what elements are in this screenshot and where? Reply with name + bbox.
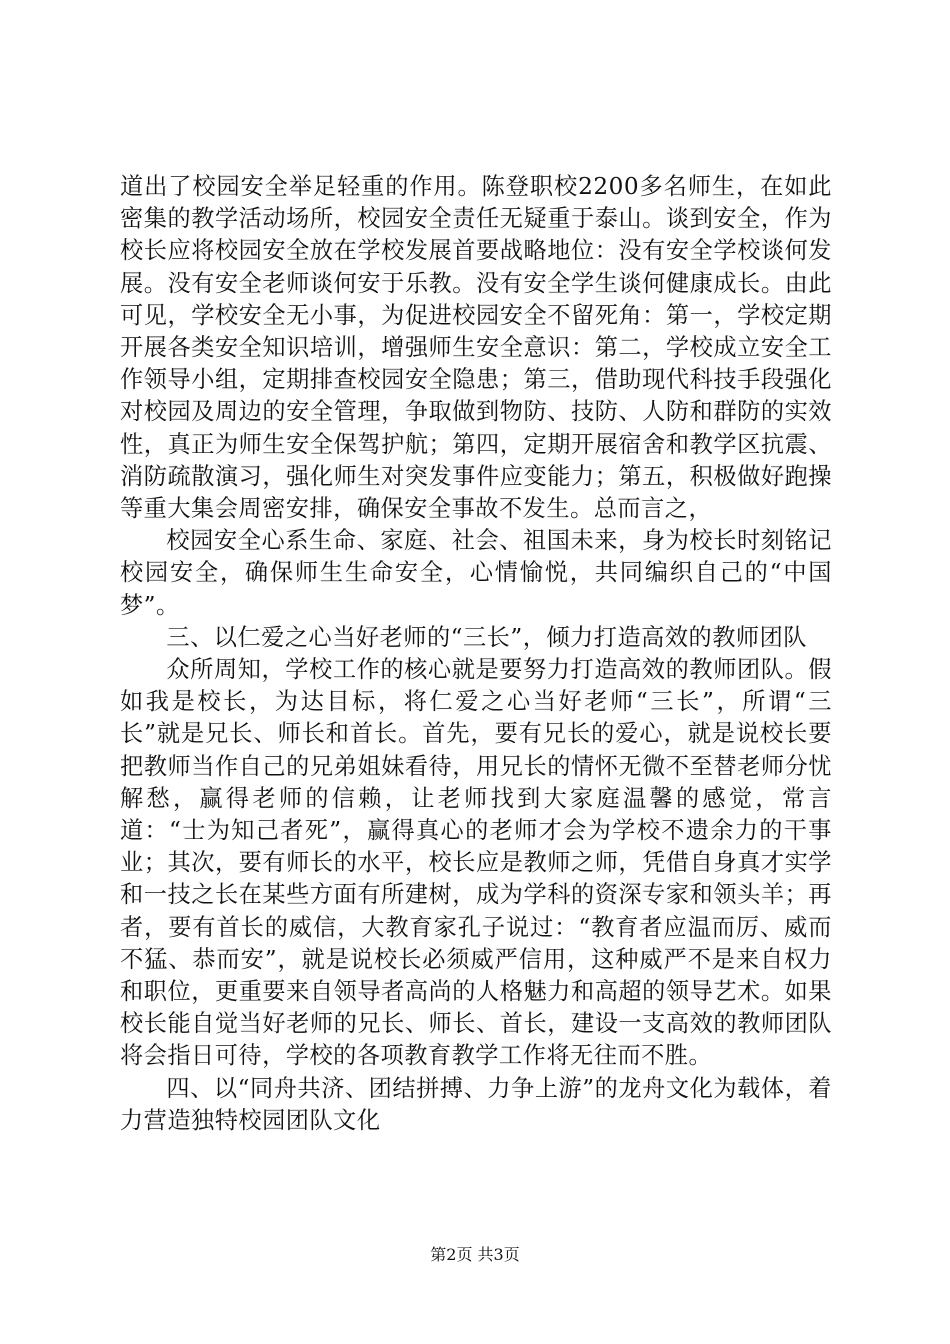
section-heading-4: 四、以“同舟共济、团结拼搏、力争上游”的龙舟文化为载体，着力营造独特校园团队文化 [120,1074,832,1134]
paragraph-2: 校园安全心系生命、家庭、社会、祖国未来，身为校长时刻铭记校园安全，确保师生生命安全，心情愉悦，共同编织自己的“中国梦”。 [120,527,832,619]
section-heading-3: 三、以仁爱之心当好老师的“三长”，倾力打造高效的教师团队 [166,623,807,651]
paragraph-4: 众所周知，学校工作的核心就是要努力打造高效的教师团队。假如我是校长，为达目标，将仁爱之心当好老师“三长”，所谓“三长”就是兄长、师长和首长。首先，要有兄长的爱心，就是说校长要把教师当作自己的兄弟姐妹看待，用兄长的情怀无微不至替老师分忧解愁，赢得老师的信赖，让老师找到大家庭温馨的感觉，常言道：“士为知己者死”，赢得真心的老师才会为学校不遗余力的干事业；其次，要有师长的水平，校长应是教师之师，凭借自身真才实学和一技之长在某些方面有所建树，成为学科的资深专家和领头羊；再者，要有首长的威信，大教育家孔子说过：“教育者应温而厉、威而不猛、恭而安”，就是说校长必须威严信用，这种威严不是来自权力和职位，更重要来自领导者高尚的人格魅力和高超的领导艺术。如果校长能自觉当好老师的兄长、师长、首长，建设一支高效的教师团队将会指日可待，学校的各项教育教学工作将无往而不胜。 [120,656,832,1070]
page-footer: 第2页 共3页 [430,1245,520,1264]
paragraph-1: 道出了校园安全举足轻重的作用。陈登职校2200多名师生，在如此密集的教学活动场所，校园安全责任无疑重于泰山。谈到安全，作为校长应将校园安全放在学校发展首要战略地位：没有安全学校谈何发展。没有安全老师谈何安于乐教。没有安全学生谈何健康成长。由此可见，学校安全无小事，为促进校园安全不留死角：第一，学校定期开展各类安全知识培训，增强师生安全意识：第二，学校成立安全工作领导小组，定期排查校园安全隐患；第三，借助现代科技手段强化对校园及周边的安全管理，争取做到物防、技防、人防和群防的实效性，真正为师生安全保驾护航；第四，定期开展宿舍和教学区抗震、消防疏散演习，强化师生对突发事件应变能力；第五，积极做好跑操等重大集会周密安排，确保安全事故不发生。总而言之， [120,173,832,523]
document-body [120,171,832,1137]
